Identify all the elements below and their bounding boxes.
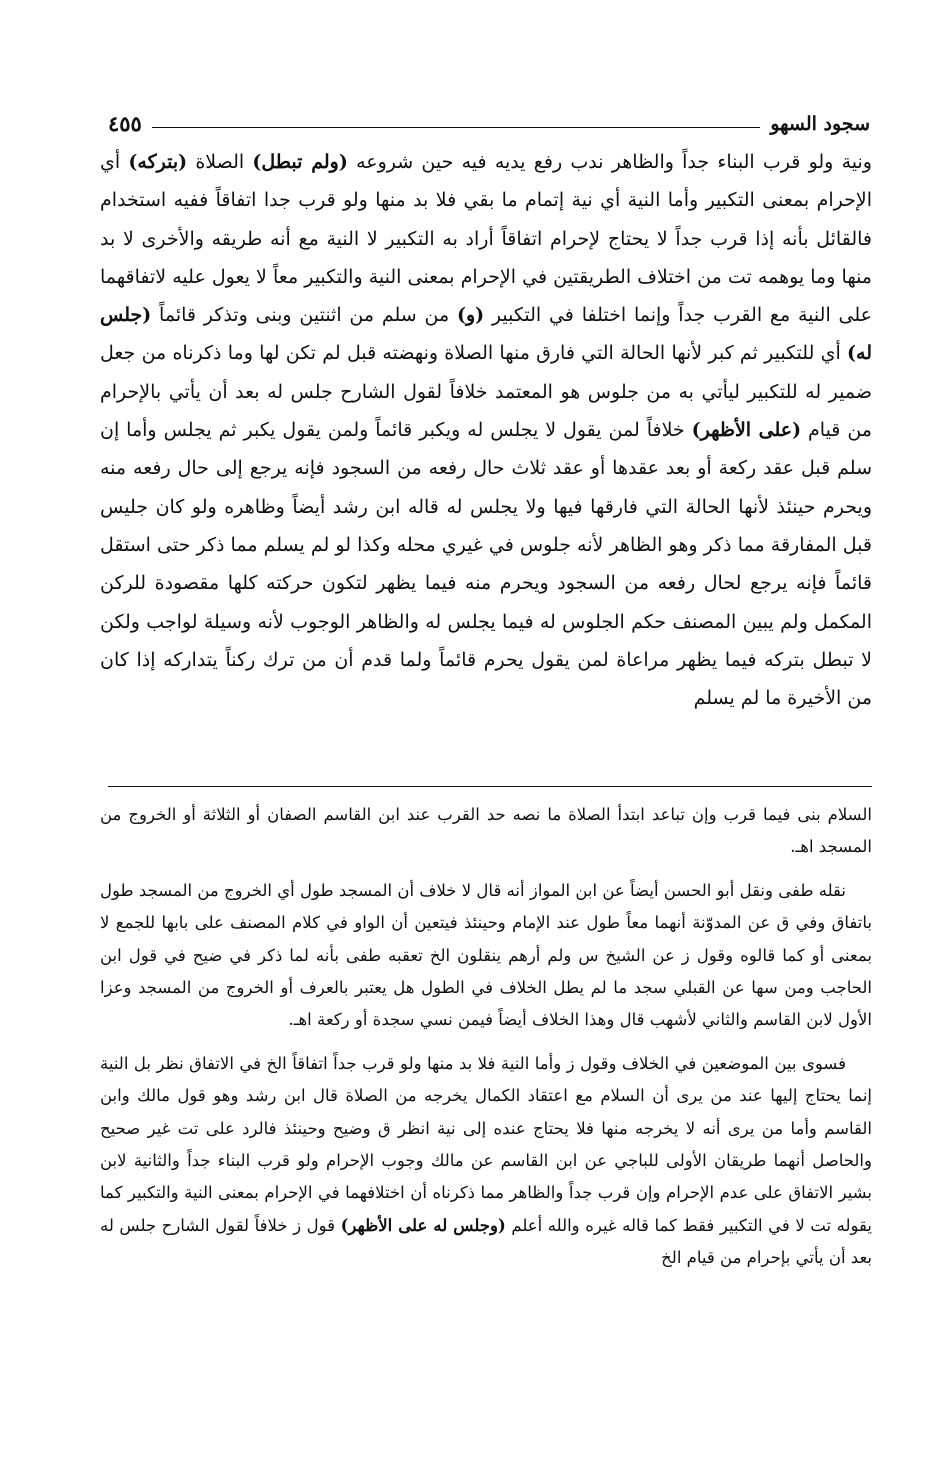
- text-segment: ونية ولو قرب البناء جداً والظاهر ندب رفع يديه فيه حين شروعه: [347, 151, 872, 173]
- footnotes: [100, 799, 872, 1275]
- header-rule: [152, 127, 760, 128]
- main-text: [100, 143, 872, 717]
- matn-quote: (و): [456, 304, 485, 327]
- matn-quote: (جلس له): [100, 304, 873, 365]
- text-segment: فسوى بين الموضعين في الخلاف وقول ز وأما النية فلا بد منها ولو قرب جداً اتفاقاً الخ في الاتفاق نظر بل النية إنما يحتاج إليها عند من يرى أن السلام مع اعتقاد الكمال يخرجه من الصلاة قال ابن رشد وهو قول مالك وابن القاسم وأما من يرى أنه لا يخرجه منها فلا يحتاج عنده إلى نية انظر ق وضيح وحينئذ فالرد على تت غير صحيح والحاصل أنهما طريقان الأولى للباجي عن ابن القاسم عن مالك وجوب الإحرام ولو قرب البناء جداً والثانية لابن بشير الاتفاق على عدم الإحرام وإن قرب جداً والظاهر مما ذكرناه أن اختلافهما في الإحرام بمعنى النية والتكبير كما يقوله تت لا في التكبير فقط كما قاله غيره والله أعلم: [100, 1053, 872, 1235]
- matn-quote: (بتركه): [128, 151, 188, 173]
- page-number: ٤٥٥: [108, 111, 142, 136]
- text-segment: أي الإحرام بمعنى التكبير وأما النية أي نية إتمام ما بقي فلا بد منها ولو قرب جدا اتفاقاً ففيه استخدام فالقائل بأنه إذا قرب جداً لا يحتاج لإحرام اتفاقاً أراد به التكبير لا النية مع أنه طريقه والأخرى لا بد منها وما يوهمه تت من اختلاف الطريقتين في الإحرام بمعنى النية والتكبير معاً لا يعول عليه لاتفاقهما على النية مع القرب جداً وإنما اختلفا في التكبير: [100, 151, 872, 327]
- footnote-paragraph: [100, 1048, 872, 1275]
- matn-quote: (ولم تبطل): [252, 151, 348, 173]
- matn-quote: (وجلس له على الأظهر): [340, 1215, 506, 1235]
- text-segment: قول ز خلافاً لقول الشارح جلس له بعد أن يأتي بإحرام من قيام الخ: [100, 1215, 872, 1268]
- matn-quote: (على الأظهر): [691, 419, 802, 442]
- footnote-paragraph: نقله طفى ونقل أبو الحسن أيضاً عن ابن المواز أنه قال لا خلاف أن المسجد طول أي الخروج من المسجد طول باتفاق وفي ق عن المدوّنة أنهما معاً طول عند الإمام وحينئذ فيتعين أن الواو في كلام المصنف على بابها للجمع لا بمعنى أو كما قالوه وقول ز عن الشيخ س ولم أرهم ينقلون الخ تعقبه طفى بأنه لما ذكر في ضيح في قول ابن الحاجب ومن سها عن القبلي سجد ما لم يطل الخلاف في الطول هل يعتبر بالعرف أو الخروج من المسجد وعزا الأول لابن القاسم والثاني لأشهب قال وهذا الخلاف أيضاً فيمن نسي سجدة أو ركعة اهـ.: [100, 880, 872, 1030]
- footnote-divider: [108, 786, 872, 787]
- page-header: [108, 96, 870, 136]
- running-title: سجود السهو: [770, 113, 870, 135]
- text-segment: خلافاً لمن يقول لا يجلس له ويكبر قائماً ولمن يقول يكبر ثم يجلس وأما إن سلم قبل عقد ركعة أو بعد عقدها أو عقد ثلاث حال رفعه من السجود فإنه يرجع إلى حال رفعه منه ويحرم حينئذ لأنها الحالة التي فارقها فيها ولا يجلس له قاله ابن رشد أيضاً وظاهره ولو كان جليس قبل المفارقة مما ذكر وهو الظاهر لأنه جلوس في غيري محله وكذا لو لم يسلم مما ذكر حتى استقل قائماً فإنه يرجع لحال رفعه من السجود ويحرم منه فيما يظهر لتكون حركته كلها مقصودة للركن المكمل ولم يبين المصنف حكم الجلوس له فيما يجلس له والظاهر الوجوب لأنه وسيلة لواجب ولكن لا تبطل بتركه فيما يظهر مراعاة لمن يقول يحرم قائماً ولما قدم أن من ترك ركناً يتداركه إذا كان من الأخيرة ما لم يسلم: [100, 419, 872, 710]
- text-segment: من سلم من اثنتين وبنى وتذكر قائماً: [151, 304, 457, 327]
- main-paragraph: [100, 143, 872, 717]
- footnote-paragraph: السلام بنى فيما قرب وإن تباعد ابتدأ الصلاة ما نصه حد القرب عند ابن القاسم الصفان أو الثلاثة أو الخروج من المسجد اهـ.: [100, 805, 872, 857]
- text-segment: الصلاة: [187, 151, 253, 173]
- text-segment: أي للتكبير ثم كبر لأنها الحالة التي فارق منها الصلاة ونهضته قبل لم تكن لها وما ذكرناه من جعل ضمير له للتكبير ليأتي به من جلوس هو المعتمد خلافاً لقول الشارح جلس له بعد أن يأتي بالإحرام من قيام: [100, 342, 872, 442]
